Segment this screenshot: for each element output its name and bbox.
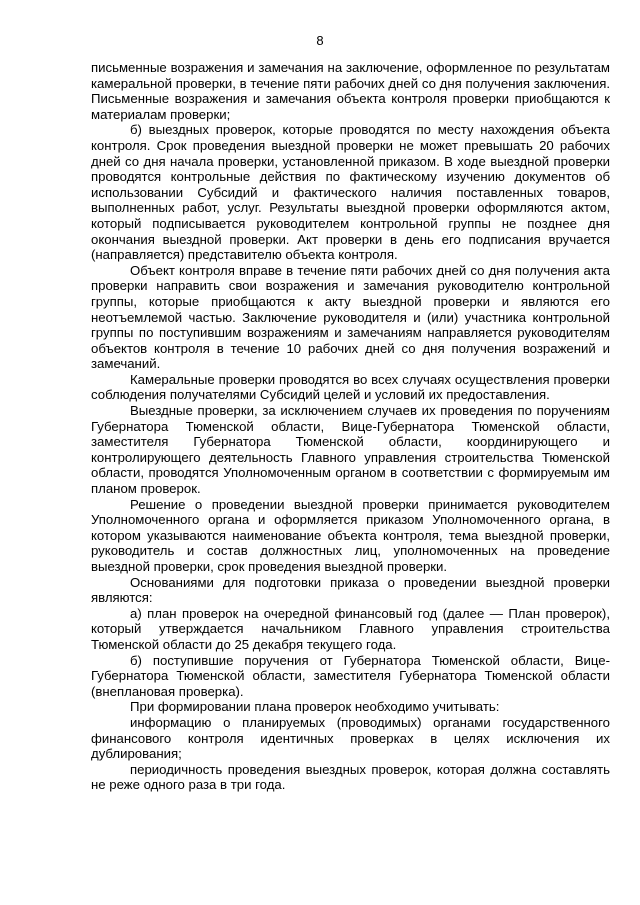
paragraph-item-b-field-inspections: б) выездных проверок, которые проводятся по месту нахождения объекта контроля. Срок проведения выездной проверки не может превышать 20 рабочих дней со дня начала проверки, установленной приказом. В ходе выездной проверки проводятся контрольные действия по фактическому изучению документов об использовании Субсидий и фактического наличия поставленных товаров, выполненных работ, услуг. Результаты выездной проверки оформляются актом, который подписывается руководителем контрольной группы не позднее дня окончания выездной проверки. Акт проверки в день его подписания вручается (направляется) представителю объекта контроля. — [91, 122, 610, 263]
paragraph-item-b-instructions: б) поступившие поручения от Губернатора Тюменской области, Вице-Губернатора Тюменской области, заместителя Губернатора Тюменской области (внеплановая проверка). — [91, 652, 610, 699]
paragraph-periodicity: периодичность проведения выездных проверок, которая должна составлять не реже одного раза в три года. — [91, 761, 610, 793]
paragraph-objections-to-act: Объект контроля вправе в течение пяти рабочих дней со дня получения акта проверки направить свои возражения и замечания руководителю контрольной группы, которые приобщаются к акту выездной проверки и являются его неотъемлемой частью. Заключение руководителя и (или) участника контрольной группы по поступившим возражениям и замечаниям направляется руководителям объектов контроля в течение 10 рабочих дней со дня получения возражений и замечаний. — [91, 262, 610, 372]
paragraph-desk-inspections: Камеральные проверки проводятся во всех случаях осуществления проверки соблюдения получателями Субсидий целей и условий их предоставления. — [91, 371, 610, 403]
paragraph-item-a-plan: а) план проверок на очередной финансовый год (далее — План проверок), который утверждается начальником Главного управления строительства Тюменской области до 25 декабря текущего года. — [91, 605, 610, 652]
page-number: 8 — [316, 33, 324, 48]
paragraph-continuation: письменные возражения и замечания на заключение, оформленное по результатам камеральной проверки, в течение пяти рабочих дней со дня получения заключения. Письменные возражения и замечания объекта контроля проверки приобщаются к материалам проверки; — [91, 60, 610, 122]
paragraph-field-inspections-plan: Выездные проверки, за исключением случаев их проведения по поручениям Губернатора Тюменской области, Вице-Губернатора Тюменской области, заместителя Губернатора Тюменской области, координирующего и контролирующего деятельность Главного управления строительства Тюменской области, проводятся Уполномоченным органом в соответствии с формируемым им планом проверок. — [91, 403, 610, 497]
document-body — [91, 60, 610, 793]
paragraph-inspection-decision: Решение о проведении выездной проверки принимается руководителем Уполномоченного органа и оформляется приказом Уполномоченного органа, в котором указываются наименование объекта контроля, тема выездной проверки, руководитель и состав должностных лиц, уполномоченных на проведение выездной проверки, срок проведения выездной проверки. — [91, 496, 610, 574]
paragraph-duplication-info: информацию о планируемых (проводимых) органами государственного финансового контроля идентичных проверках в целях исключения их дублирования; — [91, 714, 610, 762]
paragraph-grounds-heading: Основаниями для подготовки приказа о проведении выездной проверки являются: — [91, 574, 610, 606]
paragraph-plan-considerations: При формировании плана проверок необходимо учитывать: — [130, 699, 500, 715]
